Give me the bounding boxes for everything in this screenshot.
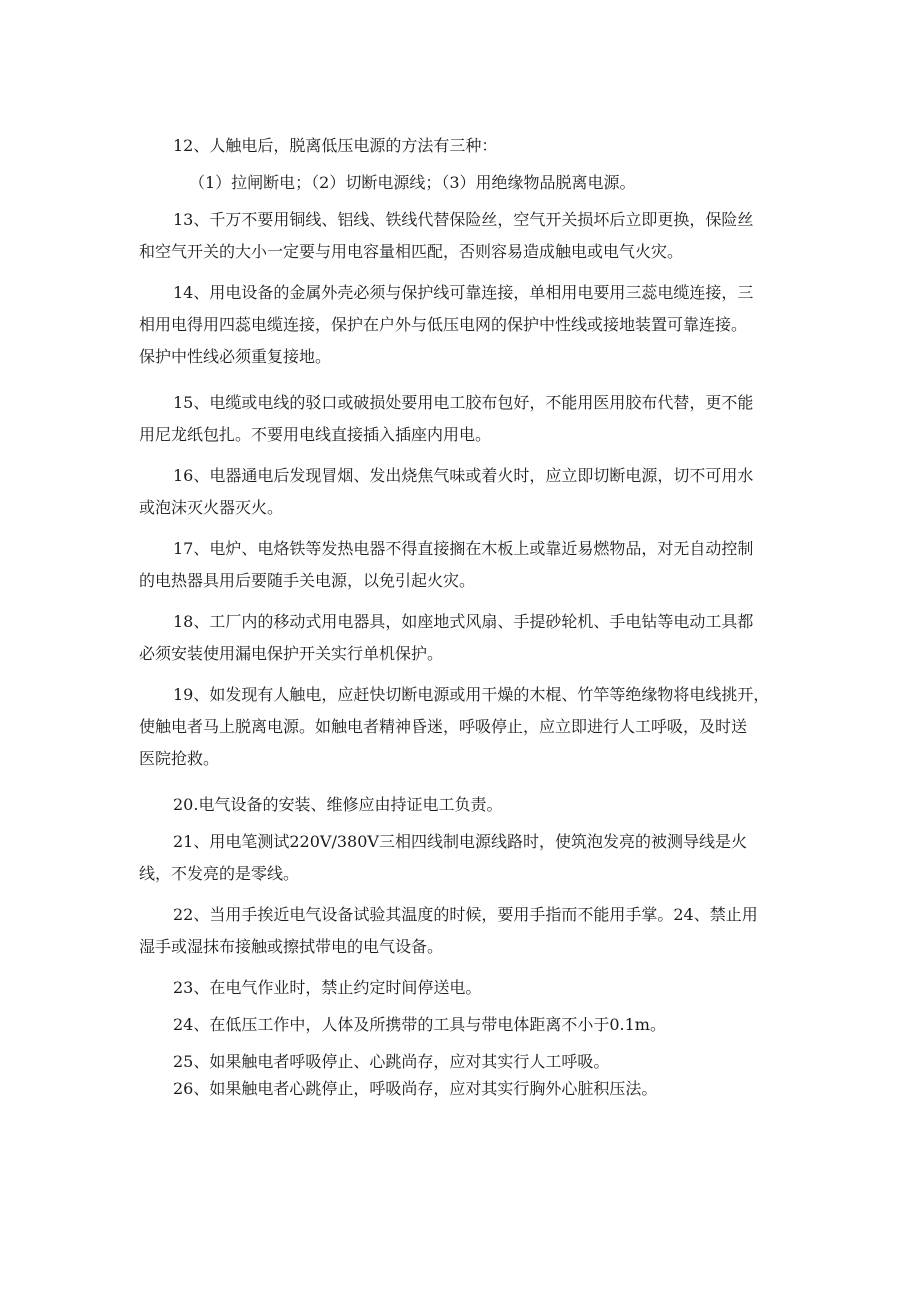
text-line: 保护中性线必须重复接地。 xyxy=(139,347,332,366)
item-14 xyxy=(139,277,781,373)
text-line: （1）拉闸断电；（2）切断电源线；（3）用绝缘物品脱离电源。 xyxy=(189,173,636,192)
item-23 xyxy=(139,972,781,1004)
text-line: 用尼龙纸包扎。不要用电线直接插入插座内用电。 xyxy=(139,425,492,444)
text-line: 21、用电笔测试220V/380V三相四线制电源线路时，使筑泡发亮的被测导线是火 xyxy=(173,832,747,851)
item-20 xyxy=(139,789,781,821)
text-line: 13、千万不要用铜线、铝线、铁线代替保险丝，空气开关损坏后立即更换，保险丝 xyxy=(173,210,754,229)
item-13 xyxy=(139,204,781,268)
item-18 xyxy=(139,606,781,670)
item-16 xyxy=(139,460,781,524)
text-line: 25、如果触电者呼吸停止、心跳尚存，应对其实行人工呼吸。 xyxy=(173,1052,610,1071)
text-line: 相用电得用四蕊电缆连接，保护在户外与低压电网的保护中性线或接地装置可靠连接。 xyxy=(139,315,748,334)
text-line: 或泡沫灭火器灭火。 xyxy=(139,498,284,517)
text-line: 18、工厂内的移动式用电器具，如座地式风扇、手提砂轮机、手电钻等电动工具都 xyxy=(173,612,754,631)
text-line: 必须安装使用漏电保护开关实行单机保护。 xyxy=(139,644,444,663)
item-22 xyxy=(139,899,781,963)
text-line: 线，不发亮的是零线。 xyxy=(139,864,300,883)
text-line: 22、当用手挨近电气设备试验其温度的时候，要用手指而不能用手掌。24、禁止用 xyxy=(173,905,758,924)
text-line: 15、电缆或电线的驳口或破损处要用电工胶布包好，不能用医用胶布代替，更不能 xyxy=(173,393,754,412)
item-17 xyxy=(139,533,781,597)
item-24 xyxy=(139,1009,781,1041)
text-line: 使触电者马上脱离电源。如触电者精神昏迷，呼吸停止，应立即进行人工呼吸，及时送 xyxy=(139,717,748,736)
item-12-methods xyxy=(139,167,781,199)
item-26 xyxy=(139,1073,781,1105)
text-line: 24、在低压工作中，人体及所携带的工具与带电体距离不小于0.1m。 xyxy=(173,1015,666,1034)
text-line: 湿手或湿抹布接触或擦拭带电的电气设备。 xyxy=(139,937,444,956)
item-12 xyxy=(139,130,781,162)
item-15 xyxy=(139,387,781,451)
text-line: 17、电炉、电烙铁等发热电器不得直接搁在木板上或靠近易燃物品，对无自动控制 xyxy=(173,539,754,558)
text-line: 的电热器具用后要随手关电源，以免引起火灾。 xyxy=(139,571,476,590)
text-line: 医院抢救。 xyxy=(139,749,220,768)
item-19 xyxy=(139,679,781,775)
text-line: 14、用电设备的金属外壳必须与保护线可靠连接，单相用电要用三蕊电缆连接，三 xyxy=(173,283,754,302)
text-line: 19、如发现有人触电，应赶快切断电源或用干燥的木棍、竹竿等绝缘物将电线挑开， xyxy=(173,685,770,704)
text-line: 和空气开关的大小一定要与用电容量相匹配，否则容易造成触电或电气火灾。 xyxy=(139,242,684,261)
text-line: 23、在电气作业时，禁止约定时间停送电。 xyxy=(173,978,482,997)
item-21 xyxy=(139,826,781,890)
text-line: 12、人触电后，脱离低压电源的方法有三种： xyxy=(173,136,498,155)
text-line: 26、如果触电者心跳停止，呼吸尚存，应对其实行胸外心脏积压法。 xyxy=(173,1079,658,1098)
text-line: 20.电气设备的安装、维修应由持证电工负责。 xyxy=(173,795,503,814)
text-line: 16、电器通电后发现冒烟、发出烧焦气味或着火时，应立即切断电源，切不可用水 xyxy=(173,466,754,485)
